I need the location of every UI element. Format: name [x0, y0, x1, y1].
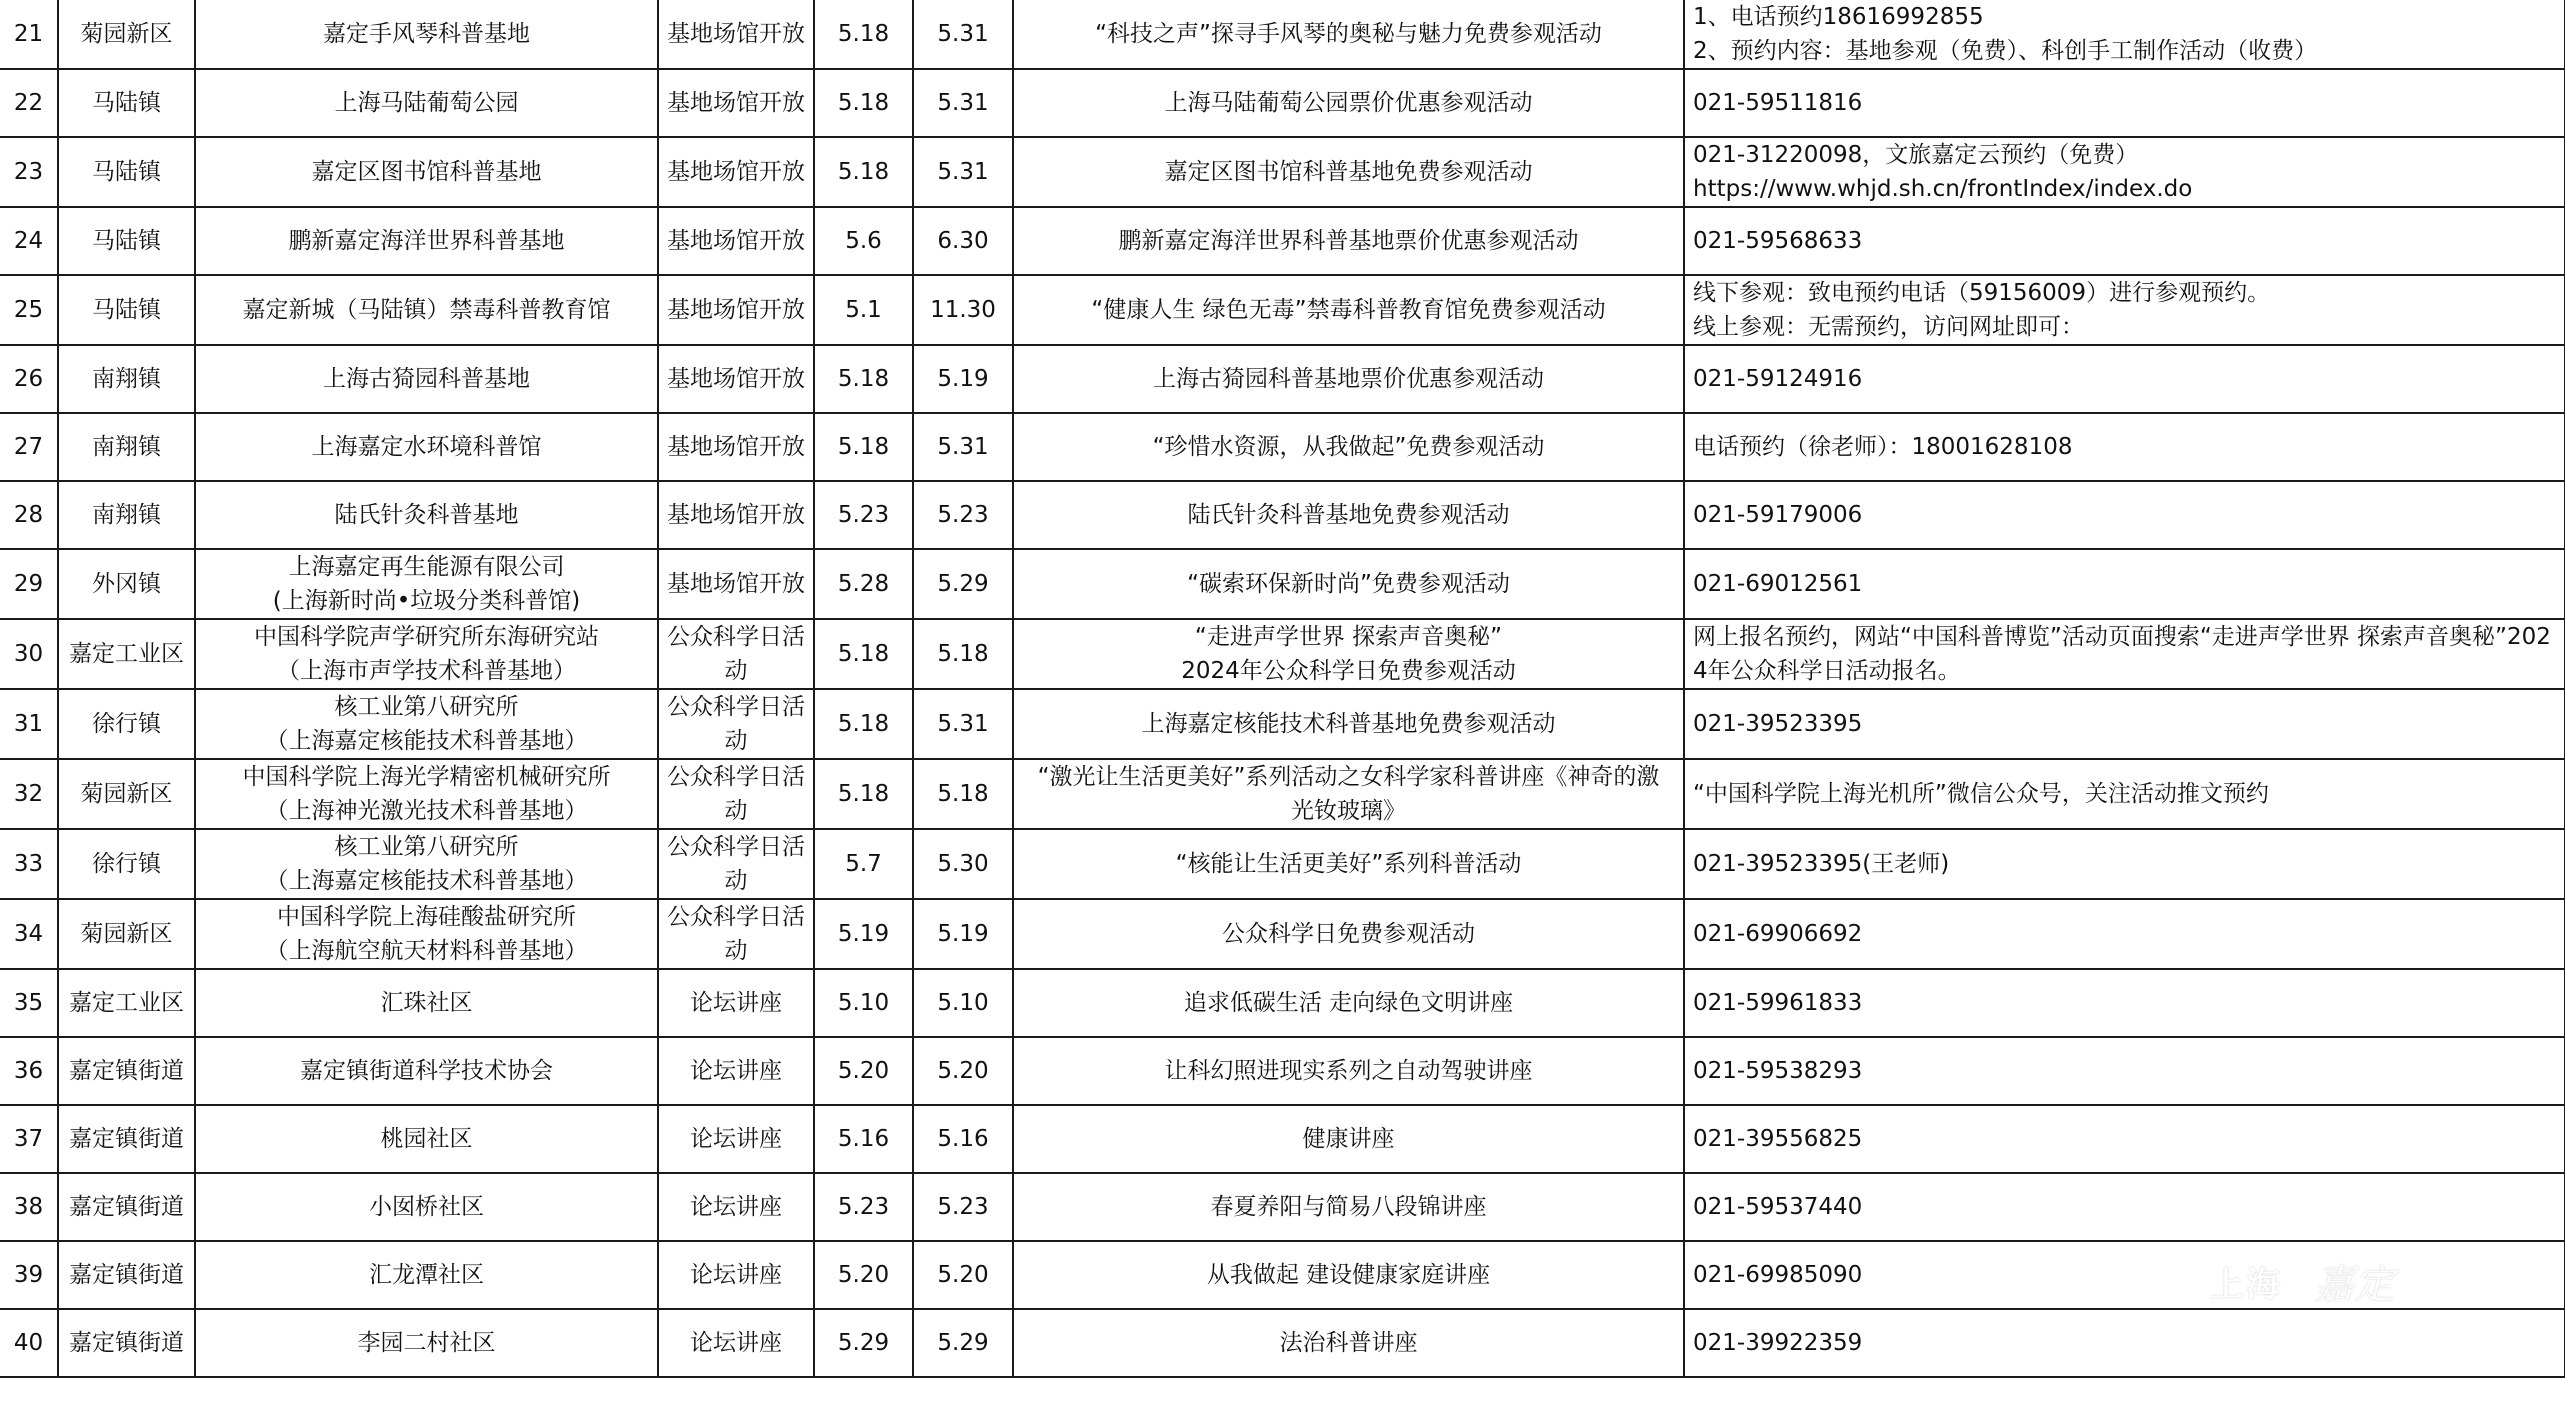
activity-type-cell — [658, 899, 814, 969]
end-date-cell: 11.30 — [913, 275, 1013, 345]
activity-name-cell — [1013, 1173, 1684, 1241]
venue-cell — [195, 275, 658, 345]
contact-cell — [1684, 1037, 2565, 1105]
activity-name-line: “激光让生活更美好”系列活动之女科学家科普讲座《神奇的激 — [1037, 764, 1660, 790]
start-date-cell: 5.18 — [814, 689, 913, 759]
district-cell: 南翔镇 — [58, 481, 195, 549]
row-number-cell: 35 — [0, 969, 58, 1037]
contact-cell — [1684, 759, 2565, 829]
activity-name-line: “珍惜水资源，从我做起”免费参观活动 — [1152, 434, 1545, 460]
district-cell: 菊园新区 — [58, 899, 195, 969]
activity-name-cell — [1013, 899, 1684, 969]
venue-line: （上海神光激光技术科普基地） — [265, 798, 588, 824]
activity-type-line: 公众科学日活 — [667, 834, 805, 860]
activity-name-line: “走进声学世界 探索声音奥秘” — [1194, 624, 1503, 650]
activity-name-cell — [1013, 1037, 1684, 1105]
district-cell: 徐行镇 — [58, 829, 195, 899]
activity-name-line: 上海古猗园科普基地票价优惠参观活动 — [1153, 366, 1544, 392]
activity-type-cell — [658, 1173, 814, 1241]
venue-cell — [195, 549, 658, 619]
contact-cell — [1684, 345, 2565, 413]
start-date-cell: 5.23 — [814, 1173, 913, 1241]
venue-cell — [195, 345, 658, 413]
start-date-cell: 5.7 — [814, 829, 913, 899]
table-row — [0, 345, 2565, 413]
start-date-cell: 5.18 — [814, 413, 913, 481]
row-number-cell: 31 — [0, 689, 58, 759]
activity-type-line: 基地场馆开放 — [667, 434, 805, 460]
contact-line: 电话预约（徐老师）：18001628108 — [1693, 434, 2073, 460]
contact-cell — [1684, 275, 2565, 345]
activity-type-line: 动 — [724, 868, 748, 894]
contact-line: 021-59568633 — [1693, 228, 1863, 254]
contact-cell — [1684, 1173, 2565, 1241]
contact-line: 021-59537440 — [1693, 1194, 1863, 1220]
row-number-cell: 39 — [0, 1241, 58, 1309]
start-date-cell: 5.19 — [814, 899, 913, 969]
venue-cell — [195, 829, 658, 899]
contact-cell — [1684, 69, 2565, 137]
venue-cell — [195, 1105, 658, 1173]
contact-cell — [1684, 413, 2565, 481]
venue-line: 核工业第八研究所 — [334, 834, 519, 860]
activity-type-line: 基地场馆开放 — [667, 571, 805, 597]
activity-type-line: 论坛讲座 — [690, 1330, 782, 1356]
activity-type-cell — [658, 759, 814, 829]
venue-line: 汇龙潭社区 — [369, 1262, 484, 1288]
venue-line: （上海嘉定核能技术科普基地） — [265, 868, 588, 894]
contact-line: 021-59511816 — [1693, 90, 1863, 116]
district-cell: 徐行镇 — [58, 689, 195, 759]
activity-name-cell — [1013, 275, 1684, 345]
activity-name-cell — [1013, 969, 1684, 1037]
row-number-cell: 27 — [0, 413, 58, 481]
end-date-cell: 5.31 — [913, 689, 1013, 759]
contact-line: 线下参观：致电预约电话（59156009）进行参观预约。 — [1693, 280, 2271, 306]
venue-line: （上海市声学技术科普基地） — [277, 658, 576, 684]
end-date-cell: 5.31 — [913, 413, 1013, 481]
activity-name-cell — [1013, 0, 1684, 69]
start-date-cell: 5.16 — [814, 1105, 913, 1173]
venue-line: 上海马陆葡萄公园 — [334, 90, 519, 116]
contact-line: 021-39922359 — [1693, 1330, 1863, 1356]
activity-name-cell — [1013, 1105, 1684, 1173]
activity-name-line: 追求低碳生活 走向绿色文明讲座 — [1183, 990, 1514, 1016]
start-date-cell: 5.6 — [814, 207, 913, 275]
district-cell: 马陆镇 — [58, 275, 195, 345]
activity-type-line: 动 — [724, 658, 748, 684]
contact-line: 网上报名预约，网站“中国科普博览”活动页面搜索“走进声学世界 探索声音奥秘”2024年公众科学日活动报名。 — [1693, 624, 2551, 684]
activity-type-cell — [658, 969, 814, 1037]
row-number-cell: 24 — [0, 207, 58, 275]
venue-cell — [195, 689, 658, 759]
activity-type-cell — [658, 619, 814, 689]
venue-line: 陆氏针灸科普基地 — [334, 502, 519, 528]
contact-cell — [1684, 549, 2565, 619]
activity-type-cell — [658, 275, 814, 345]
activity-name-cell — [1013, 619, 1684, 689]
district-cell: 嘉定镇街道 — [58, 1309, 195, 1377]
contact-cell — [1684, 1241, 2565, 1309]
contact-cell — [1684, 969, 2565, 1037]
contact-line: 021-59124916 — [1693, 366, 1863, 392]
venue-cell — [195, 1173, 658, 1241]
start-date-cell: 5.20 — [814, 1241, 913, 1309]
contact-cell — [1684, 1309, 2565, 1377]
activity-name-line: “核能让生活更美好”系列科普活动 — [1175, 851, 1522, 877]
table-row — [0, 413, 2565, 481]
district-cell: 南翔镇 — [58, 345, 195, 413]
district-cell: 嘉定镇街道 — [58, 1105, 195, 1173]
table-row — [0, 275, 2565, 345]
activity-type-cell — [658, 137, 814, 207]
end-date-cell: 5.31 — [913, 137, 1013, 207]
contact-line: “中国科学院上海光机所”微信公众号，关注活动推文预约 — [1693, 781, 2269, 807]
activity-type-line: 论坛讲座 — [690, 1058, 782, 1084]
row-number-cell: 37 — [0, 1105, 58, 1173]
start-date-cell: 5.18 — [814, 137, 913, 207]
row-number-cell: 38 — [0, 1173, 58, 1241]
row-number-cell: 26 — [0, 345, 58, 413]
activity-type-line: 基地场馆开放 — [667, 228, 805, 254]
venue-line: 鹏新嘉定海洋世界科普基地 — [288, 228, 565, 254]
activity-type-line: 动 — [724, 938, 748, 964]
end-date-cell: 5.18 — [913, 619, 1013, 689]
activity-type-line: 基地场馆开放 — [667, 502, 805, 528]
activity-type-cell — [658, 481, 814, 549]
start-date-cell: 5.18 — [814, 0, 913, 69]
end-date-cell: 5.20 — [913, 1037, 1013, 1105]
activity-name-cell — [1013, 1241, 1684, 1309]
activity-name-cell — [1013, 829, 1684, 899]
venue-line: 嘉定手风琴科普基地 — [323, 21, 530, 47]
row-number-cell: 28 — [0, 481, 58, 549]
contact-cell — [1684, 829, 2565, 899]
start-date-cell: 5.20 — [814, 1037, 913, 1105]
table-row — [0, 759, 2565, 829]
activity-name-line: 健康讲座 — [1302, 1126, 1395, 1152]
row-number-cell: 34 — [0, 899, 58, 969]
start-date-cell: 5.23 — [814, 481, 913, 549]
venue-line: 汇珠社区 — [380, 990, 473, 1016]
venue-cell — [195, 69, 658, 137]
table-row — [0, 1173, 2565, 1241]
watermark-text-a: 上海 — [2210, 1265, 2282, 1305]
table-row — [0, 69, 2565, 137]
watermark — [2210, 1253, 2400, 1308]
activity-name-line: “科技之声”探寻手风琴的奥秘与魅力免费参观活动 — [1095, 21, 1602, 47]
activity-name-cell — [1013, 1309, 1684, 1377]
activity-name-cell — [1013, 137, 1684, 207]
activity-type-cell — [658, 345, 814, 413]
row-number-cell: 22 — [0, 69, 58, 137]
venue-line: (上海新时尚•垃圾分类科普馆) — [272, 588, 581, 614]
row-number-cell: 36 — [0, 1037, 58, 1105]
contact-cell — [1684, 619, 2565, 689]
district-cell: 嘉定工业区 — [58, 969, 195, 1037]
venue-cell — [195, 207, 658, 275]
table-row — [0, 969, 2565, 1037]
start-date-cell: 5.18 — [814, 619, 913, 689]
start-date-cell: 5.1 — [814, 275, 913, 345]
venue-cell — [195, 481, 658, 549]
activity-type-line: 论坛讲座 — [690, 1262, 782, 1288]
activity-name-line: 陆氏针灸科普基地免费参观活动 — [1187, 502, 1510, 528]
activity-type-line: 公众科学日活 — [667, 624, 805, 650]
contact-line: 021-39556825 — [1693, 1126, 1863, 1152]
start-date-cell: 5.18 — [814, 345, 913, 413]
activity-name-line: 上海嘉定核能技术科普基地免费参观活动 — [1141, 711, 1556, 737]
venue-line: 桃园社区 — [380, 1126, 473, 1152]
contact-line: 021-59961833 — [1693, 990, 1863, 1016]
activity-type-line: 动 — [724, 728, 748, 754]
end-date-cell: 5.31 — [913, 0, 1013, 69]
table-row — [0, 899, 2565, 969]
end-date-cell: 5.23 — [913, 481, 1013, 549]
district-cell: 南翔镇 — [58, 413, 195, 481]
activity-name-cell — [1013, 481, 1684, 549]
activity-type-line: 基地场馆开放 — [667, 159, 805, 185]
end-date-cell: 5.16 — [913, 1105, 1013, 1173]
end-date-cell: 5.19 — [913, 899, 1013, 969]
end-date-cell: 5.30 — [913, 829, 1013, 899]
start-date-cell: 5.29 — [814, 1309, 913, 1377]
venue-cell — [195, 899, 658, 969]
activity-name-cell — [1013, 69, 1684, 137]
venue-line: 中国科学院上海光学精密机械研究所 — [242, 764, 611, 790]
venue-cell — [195, 759, 658, 829]
end-date-cell: 5.10 — [913, 969, 1013, 1037]
venue-line: 嘉定镇街道科学技术协会 — [300, 1058, 553, 1084]
activity-type-cell — [658, 1037, 814, 1105]
district-cell: 外冈镇 — [58, 549, 195, 619]
venue-cell — [195, 1037, 658, 1105]
contact-line: 021-69985090 — [1693, 1262, 1863, 1288]
start-date-cell: 5.28 — [814, 549, 913, 619]
activity-name-cell — [1013, 413, 1684, 481]
activity-type-cell — [658, 413, 814, 481]
activity-name-line: “碳索环保新时尚”免费参观活动 — [1187, 571, 1510, 597]
activity-type-cell — [658, 549, 814, 619]
table-row — [0, 549, 2565, 619]
end-date-cell: 5.31 — [913, 69, 1013, 137]
start-date-cell: 5.18 — [814, 759, 913, 829]
venue-line: 上海嘉定再生能源有限公司 — [288, 554, 565, 580]
activity-type-line: 论坛讲座 — [690, 990, 782, 1016]
row-number-cell: 30 — [0, 619, 58, 689]
table-row — [0, 481, 2565, 549]
end-date-cell: 5.18 — [913, 759, 1013, 829]
row-number-cell: 29 — [0, 549, 58, 619]
end-date-cell: 5.23 — [913, 1173, 1013, 1241]
venue-line: （上海嘉定核能技术科普基地） — [265, 728, 588, 754]
end-date-cell: 5.19 — [913, 345, 1013, 413]
contact-line: 021-39523395 — [1693, 711, 1863, 737]
venue-cell — [195, 413, 658, 481]
contact-line: 021-69906692 — [1693, 921, 1863, 947]
venue-line: （上海航空航天材料科普基地） — [265, 938, 588, 964]
contact-line: 021-59538293 — [1693, 1058, 1863, 1084]
activity-name-cell — [1013, 207, 1684, 275]
watermark-text-b: 嘉定 — [2314, 1262, 2394, 1308]
end-date-cell: 5.29 — [913, 549, 1013, 619]
table-row — [0, 1309, 2565, 1377]
start-date-cell: 5.10 — [814, 969, 913, 1037]
contact-line: https://www.whjd.sh.cn/frontIndex/index.do — [1693, 176, 2193, 202]
activity-name-cell — [1013, 549, 1684, 619]
row-number-cell: 25 — [0, 275, 58, 345]
venue-cell — [195, 969, 658, 1037]
contact-line: 2、预约内容：基地参观（免费）、科创手工制作活动（收费） — [1693, 38, 2318, 64]
activity-name-cell — [1013, 759, 1684, 829]
district-cell: 马陆镇 — [58, 137, 195, 207]
venue-line: 嘉定新城（马陆镇）禁毒科普教育馆 — [242, 297, 611, 323]
venue-cell — [195, 1309, 658, 1377]
activity-type-line: 论坛讲座 — [690, 1194, 782, 1220]
activity-type-cell — [658, 1105, 814, 1173]
activity-name-line: 鹏新嘉定海洋世界科普基地票价优惠参观活动 — [1118, 228, 1579, 254]
activity-name-line: 嘉定区图书馆科普基地免费参观活动 — [1164, 159, 1533, 185]
district-cell: 嘉定工业区 — [58, 619, 195, 689]
table-row — [0, 689, 2565, 759]
contact-line: 021-39523395(王老师) — [1693, 851, 1950, 877]
contact-line: 线上参观：无需预约，访问网址即可： — [1693, 314, 2084, 340]
activity-type-cell — [658, 1309, 814, 1377]
activity-type-cell — [658, 689, 814, 759]
venue-cell — [195, 137, 658, 207]
table-row — [0, 207, 2565, 275]
activity-name-line: 公众科学日免费参观活动 — [1222, 921, 1475, 947]
venue-line: 上海古猗园科普基地 — [323, 366, 530, 392]
end-date-cell: 5.20 — [913, 1241, 1013, 1309]
activity-name-cell — [1013, 345, 1684, 413]
activity-name-line: 上海马陆葡萄公园票价优惠参观活动 — [1164, 90, 1533, 116]
venue-line: 中国科学院声学研究所东海研究站 — [254, 624, 599, 650]
activity-type-cell — [658, 1241, 814, 1309]
activity-type-line: 基地场馆开放 — [667, 90, 805, 116]
district-cell: 嘉定镇街道 — [58, 1037, 195, 1105]
contact-cell — [1684, 137, 2565, 207]
activity-name-line: 从我做起 建设健康家庭讲座 — [1206, 1262, 1491, 1288]
table-row — [0, 1241, 2565, 1309]
contact-cell — [1684, 689, 2565, 759]
venue-cell — [195, 1241, 658, 1309]
contact-cell — [1684, 207, 2565, 275]
contact-line: 1、电话预约18616992855 — [1693, 4, 1984, 30]
activity-type-cell — [658, 829, 814, 899]
table-row — [0, 137, 2565, 207]
district-cell: 马陆镇 — [58, 207, 195, 275]
activity-name-line: 2024年公众科学日免费参观活动 — [1181, 658, 1516, 684]
end-date-cell: 6.30 — [913, 207, 1013, 275]
contact-cell — [1684, 0, 2565, 69]
activity-type-line: 公众科学日活 — [667, 694, 805, 720]
activity-name-line: 光钕玻璃》 — [1291, 798, 1406, 824]
venue-line: 小囡桥社区 — [369, 1194, 484, 1220]
contact-line: 021-59179006 — [1693, 502, 1863, 528]
row-number-cell: 23 — [0, 137, 58, 207]
activity-type-line: 论坛讲座 — [690, 1126, 782, 1152]
contact-cell — [1684, 899, 2565, 969]
contact-cell — [1684, 1105, 2565, 1173]
table-row — [0, 1105, 2565, 1173]
activity-name-line: “健康人生 绿色无毒”禁毒科普教育馆免费参观活动 — [1091, 297, 1606, 323]
activity-type-line: 公众科学日活 — [667, 764, 805, 790]
district-cell: 菊园新区 — [58, 0, 195, 69]
venue-line: 李园二村社区 — [357, 1330, 496, 1356]
end-date-cell: 5.29 — [913, 1309, 1013, 1377]
start-date-cell: 5.18 — [814, 69, 913, 137]
row-number-cell: 40 — [0, 1309, 58, 1377]
activity-name-line: 春夏养阳与简易八段锦讲座 — [1210, 1194, 1487, 1220]
venue-line: 核工业第八研究所 — [334, 694, 519, 720]
contact-cell — [1684, 481, 2565, 549]
activity-type-cell — [658, 207, 814, 275]
venue-cell — [195, 0, 658, 69]
venue-line: 上海嘉定水环境科普馆 — [311, 434, 542, 460]
activity-type-line: 基地场馆开放 — [667, 21, 805, 47]
row-number-cell: 32 — [0, 759, 58, 829]
district-cell: 马陆镇 — [58, 69, 195, 137]
district-cell: 嘉定镇街道 — [58, 1173, 195, 1241]
activity-type-line: 基地场馆开放 — [667, 297, 805, 323]
activity-name-line: 法治科普讲座 — [1279, 1330, 1418, 1356]
venue-cell — [195, 619, 658, 689]
activity-type-cell — [658, 69, 814, 137]
contact-line: 021-31220098，文旅嘉定云预约（免费） — [1693, 142, 2139, 168]
activity-type-line: 基地场馆开放 — [667, 366, 805, 392]
activity-name-cell — [1013, 689, 1684, 759]
table-row — [0, 1037, 2565, 1105]
activity-type-cell — [658, 0, 814, 69]
district-cell: 嘉定镇街道 — [58, 1241, 195, 1309]
venue-line: 中国科学院上海硅酸盐研究所 — [277, 904, 576, 930]
venue-line: 嘉定区图书馆科普基地 — [311, 159, 542, 185]
activity-type-line: 公众科学日活 — [667, 904, 805, 930]
row-number-cell: 21 — [0, 0, 58, 69]
row-number-cell: 33 — [0, 829, 58, 899]
district-cell: 菊园新区 — [58, 759, 195, 829]
table-row — [0, 829, 2565, 899]
activity-name-line: 让科幻照进现实系列之自动驾驶讲座 — [1164, 1058, 1533, 1084]
activity-type-line: 动 — [724, 798, 748, 824]
table-row — [0, 0, 2565, 69]
table-row — [0, 619, 2565, 689]
contact-line: 021-69012561 — [1693, 571, 1863, 597]
